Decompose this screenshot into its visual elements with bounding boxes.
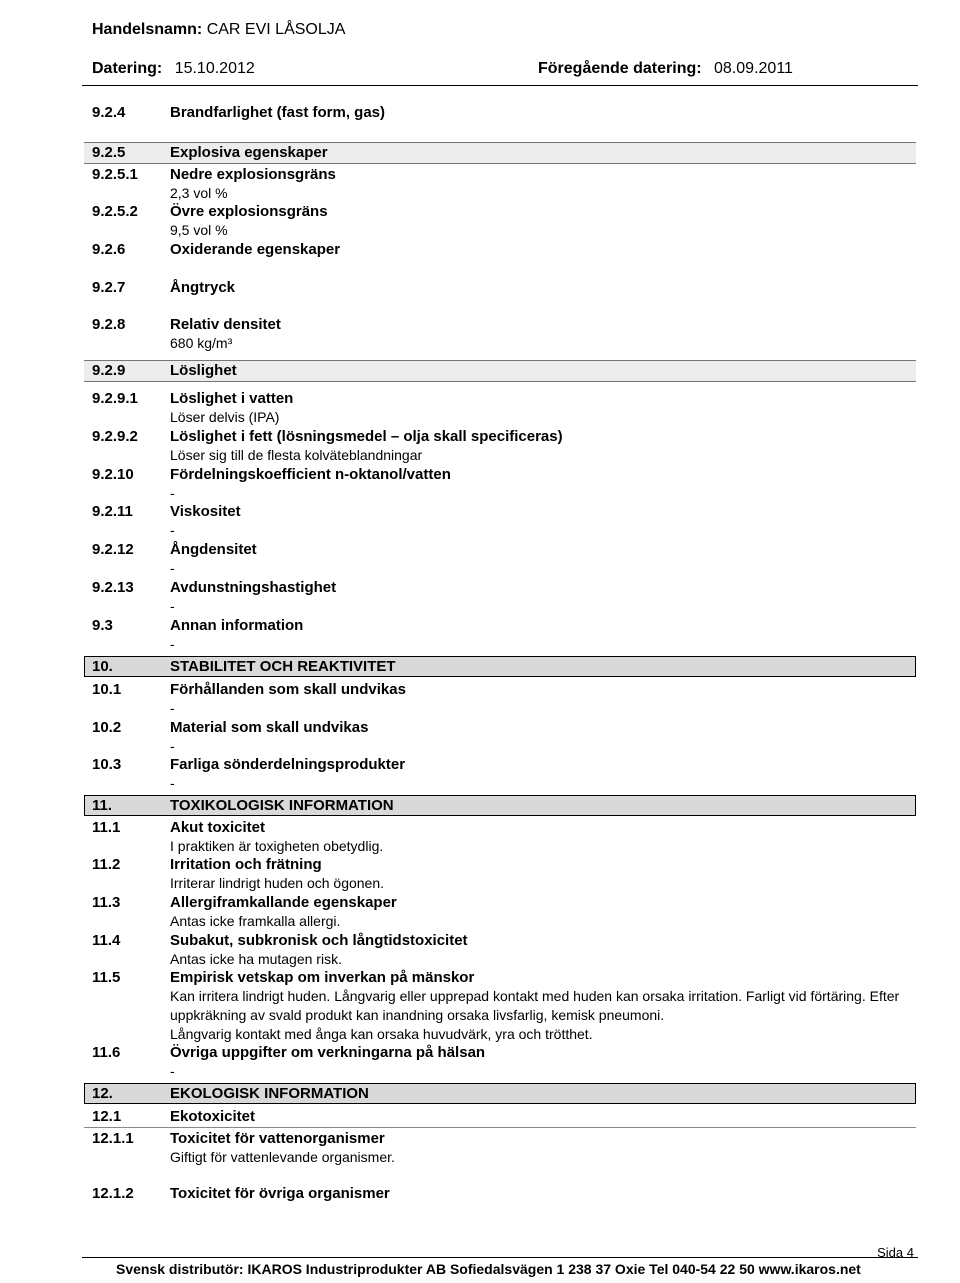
section-number: 11. <box>92 797 113 814</box>
item-title: Ångdensitet <box>170 541 257 558</box>
item-number: 9.2.8 <box>92 316 126 333</box>
item-title: Övre explosionsgräns <box>170 203 328 220</box>
item-number: 11.1 <box>92 819 121 836</box>
item-number: 9.2.7 <box>92 279 126 296</box>
item-number: 11.2 <box>92 856 121 873</box>
item-value: - <box>170 1063 175 1079</box>
section-heading: EKOLOGISK INFORMATION <box>170 1085 369 1102</box>
item-number: 9.2.12 <box>92 541 134 558</box>
item-value: Irriterar lindrigt huden och ögonen. <box>170 875 385 891</box>
item-number: 9.2.13 <box>92 579 134 596</box>
item-title: Material som skall undvikas <box>170 719 369 736</box>
subsection-rule <box>84 1127 916 1128</box>
item-title: Ångtryck <box>170 279 236 296</box>
item-title: Subakut, subkronisk och långtidstoxicitet <box>170 932 468 949</box>
item-value: 680 kg/m³ <box>170 335 233 351</box>
item-number: 12.1.1 <box>92 1130 134 1147</box>
previous-date-label: Föregående datering: <box>538 60 702 77</box>
trade-name-line <box>92 21 345 39</box>
item-title: Löslighet <box>170 362 237 379</box>
item-number: 10.3 <box>92 756 122 773</box>
item-paragraph: Långvarig kontakt med ånga kan orsaka huvudvärk, yra och trötthet. <box>170 1026 593 1042</box>
item-value: Löser delvis (IPA) <box>170 409 280 425</box>
item-number: 9.2.5 <box>92 144 126 161</box>
item-title: Irritation och frätning <box>170 856 322 873</box>
item-value: - <box>170 485 175 501</box>
item-title: Farliga sönderdelningsprodukter <box>170 756 406 773</box>
item-value: Löser sig till de flesta kolväteblandningar <box>170 447 423 463</box>
item-title: Viskositet <box>170 503 241 520</box>
item-title: Empirisk vetskap om inverkan på mänskor <box>170 969 475 986</box>
item-title: Explosiva egenskaper <box>170 144 328 161</box>
item-title: Fördelningskoefficient n-oktanol/vatten <box>170 466 451 483</box>
item-value: - <box>170 738 175 754</box>
previous-date-value: 08.09.2011 <box>714 60 793 77</box>
item-number: 12.1.2 <box>92 1185 134 1202</box>
item-title: Oxiderande egenskaper <box>170 241 341 258</box>
date-value: 15.10.2012 <box>174 60 255 77</box>
footer-rule <box>82 1257 918 1258</box>
distributor-info: Svensk distributör: IKAROS Industriprodukter AB Sofiedalsvägen 1 238 37 Oxie Tel 040-54 22 50 www.ikaros.net <box>116 1261 861 1277</box>
section-heading: TOXIKOLOGISK INFORMATION <box>170 797 394 814</box>
item-number: 9.2.6 <box>92 241 126 258</box>
previous-date-line <box>538 60 793 78</box>
item-number: 9.2.10 <box>92 466 134 483</box>
item-title: Ekotoxicitet <box>170 1108 256 1125</box>
item-number: 9.2.9 <box>92 362 126 379</box>
item-value: 9,5 vol % <box>170 222 228 238</box>
item-title: Brandfarlighet (fast form, gas) <box>170 104 386 121</box>
date-line <box>92 60 255 78</box>
header-rule <box>82 85 918 86</box>
item-value: - <box>170 560 175 576</box>
section-number: 10. <box>92 658 113 675</box>
item-value: - <box>170 700 175 716</box>
item-value: - <box>170 598 175 614</box>
item-title: Nedre explosionsgräns <box>170 166 336 183</box>
item-title: Allergiframkallande egenskaper <box>170 894 397 911</box>
item-title: Toxicitet för vattenorganismer <box>170 1130 385 1147</box>
item-value: - <box>170 775 175 791</box>
item-number: 9.2.5.2 <box>92 203 138 220</box>
item-number: 11.5 <box>92 969 121 986</box>
item-title: Avdunstningshastighet <box>170 579 337 596</box>
trade-name-value: CAR EVI LÅSOLJA <box>206 21 346 38</box>
page-number: Sida 4 <box>877 1245 914 1260</box>
date-label: Datering: <box>92 60 163 77</box>
item-number: 9.2.11 <box>92 503 133 520</box>
item-number: 9.2.5.1 <box>92 166 138 183</box>
section-number: 12. <box>92 1085 113 1102</box>
item-title: Övriga uppgifter om verkningarna på hälsan <box>170 1044 486 1061</box>
item-number: 11.6 <box>92 1044 121 1061</box>
trade-name-label: Handelsnamn: <box>92 21 203 38</box>
item-value: Antas icke ha mutagen risk. <box>170 951 342 967</box>
item-number: 9.2.9.2 <box>92 428 138 445</box>
item-number: 11.4 <box>92 932 121 949</box>
section-heading: STABILITET OCH REAKTIVITET <box>170 658 396 675</box>
item-title: Löslighet i fett (lösningsmedel – olja skall specificeras) <box>170 428 563 445</box>
item-value: 2,3 vol % <box>170 185 228 201</box>
item-title: Förhållanden som skall undvikas <box>170 681 406 698</box>
item-title: Akut toxicitet <box>170 819 266 836</box>
item-paragraph: Kan irritera lindrigt huden. Långvarig eller upprepad kontakt med huden kan orsaka irritation. Farligt vid förtäring. Efter uppkräkning av svald produkt kan inandning orsaka livsfarlig, kemisk pneumoni. <box>170 988 900 1023</box>
item-value: - <box>170 636 175 652</box>
item-number: 10.1 <box>92 681 122 698</box>
item-value: - <box>170 522 175 538</box>
item-number: 9.2.9.1 <box>92 390 138 407</box>
item-title: Löslighet i vatten <box>170 390 294 407</box>
item-value: Antas icke framkalla allergi. <box>170 913 341 929</box>
item-number: 10.2 <box>92 719 122 736</box>
item-value: I praktiken är toxigheten obetydlig. <box>170 838 384 854</box>
item-number: 9.2.4 <box>92 104 126 121</box>
item-number: 12.1 <box>92 1108 122 1125</box>
item-value: Giftigt för vattenlevande organismer. <box>170 1149 395 1165</box>
item-title: Relativ densitet <box>170 316 281 333</box>
item-title: Annan information <box>170 617 304 634</box>
item-title: Toxicitet för övriga organismer <box>170 1185 390 1202</box>
item-number: 9.3 <box>92 617 113 634</box>
item-number: 11.3 <box>92 894 121 911</box>
